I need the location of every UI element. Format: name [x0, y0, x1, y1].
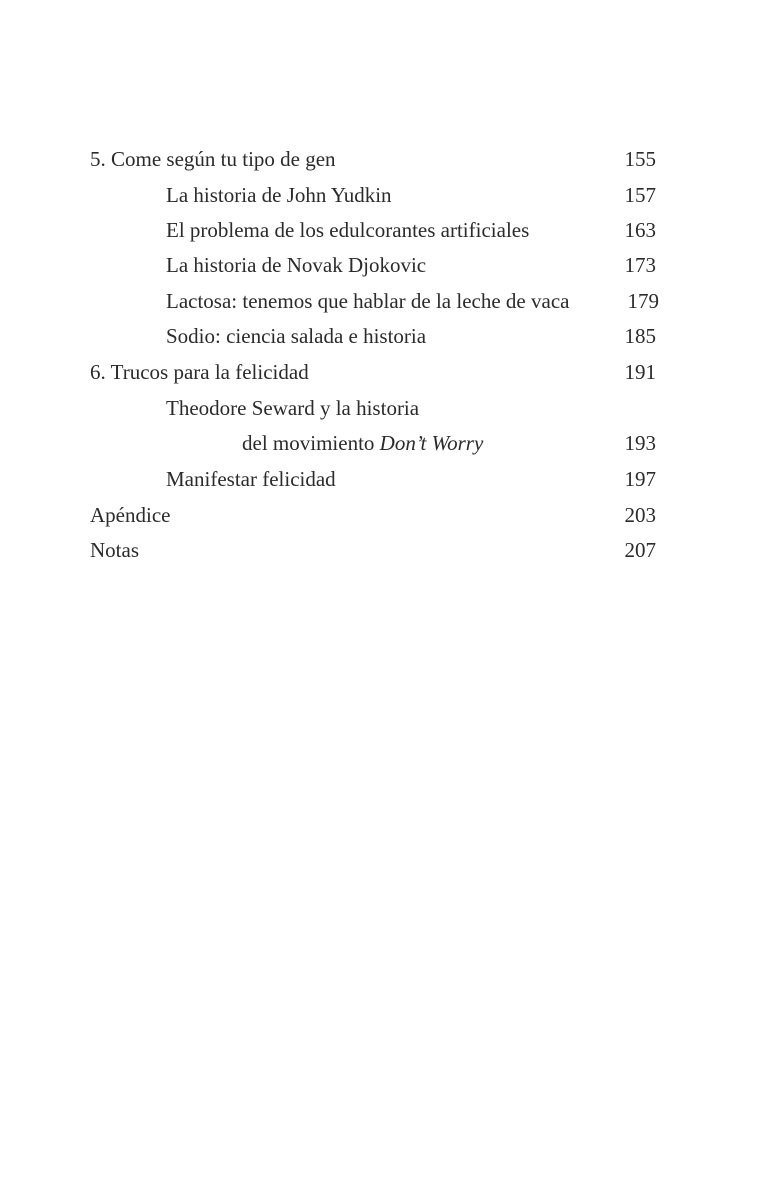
toc-entry-lactosa: [0, 283, 776, 319]
toc-entry-title: La historia de Novak Djokovic: [166, 253, 427, 277]
toc-entry-title: La historia de John Yudkin: [166, 183, 392, 207]
toc-entry-page: 179: [627, 289, 659, 313]
toc-entry-page: 173: [624, 253, 656, 277]
toc-entry-title-text: del movimiento: [242, 431, 380, 455]
toc-entry-title: [242, 425, 483, 461]
toc-entry-title: El problema de los edulcorantes artificiales: [166, 218, 530, 242]
toc-entry-title-italic: Don’t Worry: [379, 431, 484, 455]
toc-entry-page: 155: [624, 147, 656, 171]
toc-entry-page: 193: [624, 431, 656, 455]
toc-entry-page: 203: [624, 503, 656, 527]
toc-entry-page: 197: [624, 467, 656, 491]
toc-entry-apendice: [0, 497, 776, 533]
toc-entry-dont-worry: [0, 425, 776, 461]
toc-entry-page: 163: [624, 218, 656, 242]
toc-entry-title: Lactosa: tenemos que hablar de la leche de vaca: [166, 289, 570, 313]
toc-entry-title: 6. Trucos para la felicidad: [90, 360, 309, 384]
toc-entry-title: 5. Come según tu tipo de gen: [90, 147, 336, 171]
toc-entry-page: 185: [624, 324, 656, 348]
toc-entry-theodore-seward: [0, 390, 776, 426]
toc-entry-title: Sodio: ciencia salada e historia: [166, 324, 427, 348]
toc-entry-chapter-5: [0, 141, 776, 177]
toc-entry-john-yudkin: [0, 177, 776, 213]
toc-entry-edulcorantes: [0, 212, 776, 248]
toc-entry-manifestar-felicidad: [0, 461, 776, 497]
toc-entry-title: Apéndice: [90, 503, 171, 527]
toc-entry-title: Notas: [90, 538, 139, 562]
toc-entry-notas: [0, 532, 776, 568]
toc-entry-chapter-6: [0, 354, 776, 390]
toc-entry-page: 207: [624, 538, 656, 562]
toc-entry-page: 191: [624, 360, 656, 384]
toc-entry-novak-djokovic: [0, 247, 776, 283]
toc-entry-sodio: [0, 318, 776, 354]
toc-entry-title: Theodore Seward y la historia: [166, 396, 420, 420]
toc-entry-title: Manifestar felicidad: [166, 467, 336, 491]
toc-entry-page: 157: [624, 183, 656, 207]
